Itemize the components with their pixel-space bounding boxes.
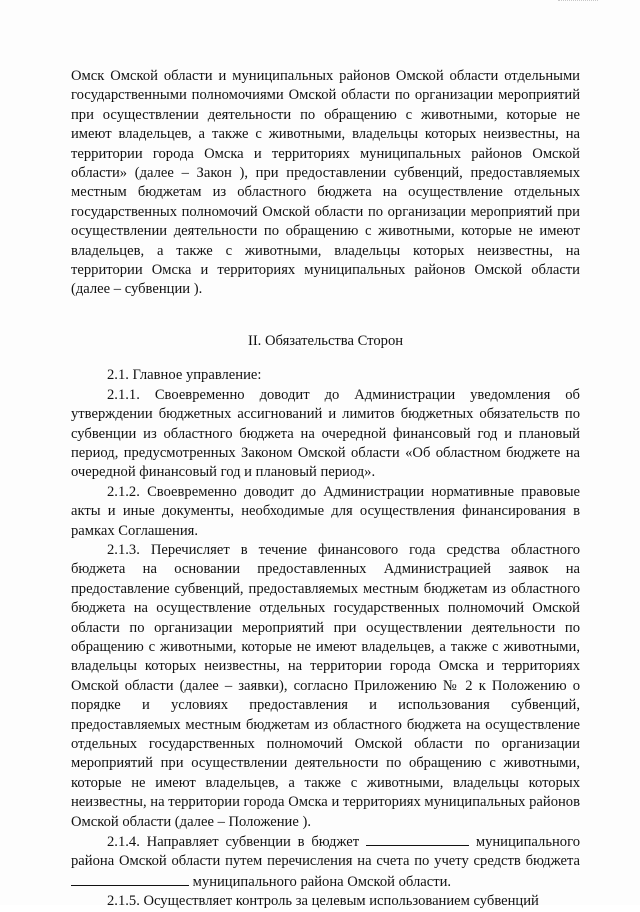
blank-line-municipality-name [366,832,469,846]
clause-2-1: 2.1. Главное управление: [107,367,262,384]
section-heading: II. Обязательства Сторон [247,332,404,349]
clause-2-1-1: 2.1.1. Своевременно доводит до Администрации уведомления об утверждении бюджетных ассигнований и лимитов бюджетных обязательств по субвенции из областного бюджета на очередной финансовый год и плановый период, предусмотренных Законом Омской области «Об областном бюджете на очередной финансовый год и плановый период». [71,386,580,481]
clause-2-1-4 [71,832,580,892]
document-body [71,67,580,912]
intro-paragraph: Омск Омской области и муниципальных районов Омской области отдельными государственными полномочиями Омской области по организации мероприятий при осуществлении деятельности по обращению с животными, которые не имеют владельцев, а также с животными, владельцы которых неизвестны, на территории города Омска и территориях муниципальных районов Омской области» (далее – Закон ), при предоставлении субвенций, предоставляемых местным бюджетам из областного бюджета на осуществление отдельных государственных полномочий Омской области по организации мероприятий при осуществлении деятельности по обращению с животными, которые не имеют владельцев, а также с животными, владельцы которых неизвестны, на территории Омска и территориях муниципальных районов Омской области (далее – субвенции ). [71,68,580,298]
clause-2-1-5: 2.1.5. Осуществляет контроль за целевым использованием субвенций [107,893,539,910]
clause-2-1-4-end: муниципального района Омской области. [192,873,452,890]
clause-2-1-3: 2.1.3. Перечисляет в течение финансового года средства областного бюджета на основании предоставленных Администрацией заявок на предоставление субвенций, предоставляемых местным бюджетам из областного бюджета на осуществление отдельных государственных полномочий Омской области по организации мероприятий при осуществлении деятельности по обращению с животными, которые не имеют владельцев, а также с животными, владельцы которых неизвестны, на территории города Омска и территориях Омской области (далее – заявки), согласно Приложению № 2 к Положению о порядке и условиях предоставления и использования субвенций, предоставляемых местным бюджетам из областного бюджета на осуществление отдельных государственных полномочий Омской области по организации мероприятий при осуществлении деятельности по обращению с животными, которые не имеют владельцев, а также с животными, владельцы которых неизвестны, на территории города Омска и территориях муниципальных районов Омской области (далее – Положение ). [71,541,580,830]
clause-2-1-4-start: 2.1.4. Направляет субвенции в бюджет [107,834,360,851]
clause-2-1-2: 2.1.2. Своевременно доводит до Администрации нормативные правовые акты и иные документы, необходимые для осуществления финансирования в рамках Соглашения. [71,483,580,539]
blank-line-budget-name [71,872,189,886]
scan-artifact [558,0,598,3]
clause-2-1-4-middle: муниципального района Омской области путем перечисления на счета по учету средств бюджета [71,834,580,870]
